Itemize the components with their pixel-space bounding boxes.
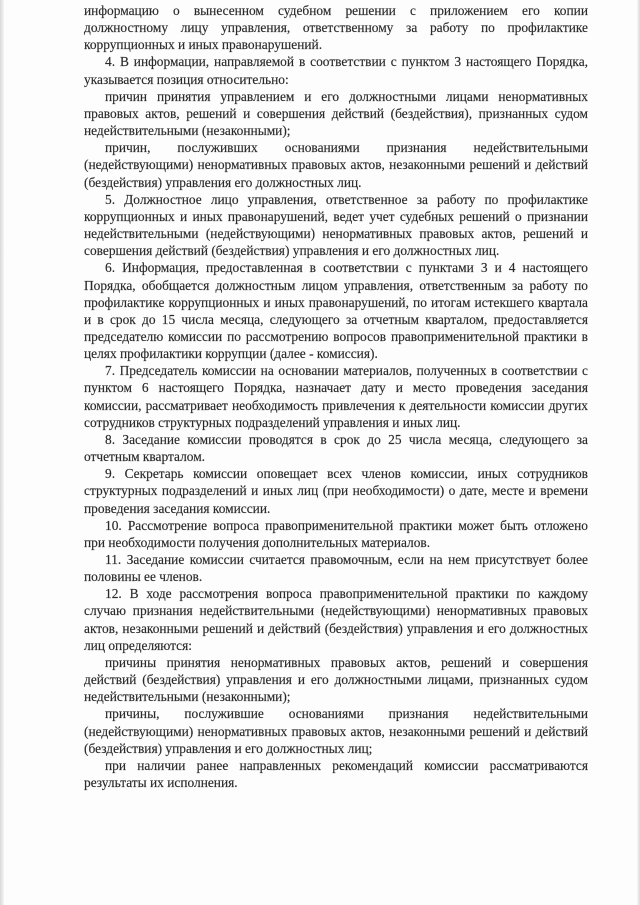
paragraph-item-6: 6. Информация, предоставленная в соответствии с пунктами 3 и 4 настоящего Порядка, обобщается должностным лицом управления, ответственным за работу по профилактике коррупционных и иных правонарушений, по итогам истекшего квартала и в срок до 15 числа месяца, следующего за отчетным кварталом, предоставляется председателю комиссии по рассмотрению вопросов правоприменительной практики в целях профилактики коррупции (далее - комиссия). bbox=[84, 260, 588, 362]
paragraph-item-5: 5. Должностное лицо управления, ответственное за работу по профилактике коррупционных и иных правонарушений, ведет учет судебных решений о признании недействительными (недействующими) ненормативных правовых актов, решений и совершения действий (бездействия) управления и его должностных лиц. bbox=[84, 191, 588, 259]
paragraph-item-10: 10. Рассмотрение вопроса правоприменительной практики может быть отложено при необходимости получения дополнительных материалов. bbox=[84, 517, 588, 550]
paragraph-item-11: 11. Заседание комиссии считается правомочным, если на нем присутствует более половины ее членов. bbox=[84, 552, 588, 585]
paragraph-item-12-cause-1: причины принятия ненормативных правовых актов, решений и совершения действий (бездействия) управления и его должностными лицами, признанных судом недействительными (незаконными); bbox=[84, 654, 588, 705]
paragraph-item-4-reason-2: причин, послуживших основаниями признания недействительными (недействующими) ненормативных правовых актов, незаконными решений и действий (бездействия) управления его должностных лиц. bbox=[84, 140, 588, 190]
paragraph-item-12: 12. В ходе рассмотрения вопроса правоприменительной практики по каждому случаю признания недействительными (недействующими) ненормативных правовых актов, незаконными решений и действий (бездействия) управления и его должностных лиц определяются: bbox=[84, 586, 588, 653]
paragraph-item-12-recommendations: при наличии ранее направленных рекомендаций комиссии рассматриваются результаты их исполнения. bbox=[84, 757, 588, 791]
paragraph-item-4: 4. В информации, направляемой в соответствии с пунктом 3 настоящего Порядка, указывается позиция относительно: bbox=[84, 54, 588, 87]
document-body bbox=[84, 2, 588, 791]
paragraph-item-7: 7. Председатель комиссии на основании материалов, полученных в соответствии с пунктом 6 настоящего Порядка, назначает дату и место проведения заседания комиссии, рассматривает необходимость привлечения к деятельности комиссии других сотрудников структурных подразделений управления и иных лиц. bbox=[84, 363, 588, 430]
paragraph-item-12-cause-2: причины, послужившие основаниями признания недействительными (недействующими) ненормативных правовых актов, незаконными решений и действий (бездействия) управления и его должностных лиц; bbox=[84, 706, 588, 756]
paragraph-continuation: информацию о вынесенном судебном решении с приложением его копии должностному лицу управления, ответственному за работу по профилактике коррупционных и иных правонарушений. bbox=[84, 3, 588, 53]
paragraph-item-8: 8. Заседание комиссии проводятся в срок до 25 числа месяца, следующего за отчетным кварталом. bbox=[84, 431, 588, 465]
scan-edge-left bbox=[0, 0, 4, 905]
paragraph-item-4-reason-1: причин принятия управлением и его должностными лицами ненормативных правовых актов, решений и совершения действий (бездействия), признанных судом недействительными (незаконными); bbox=[84, 88, 588, 139]
paragraph-item-9: 9. Секретарь комиссии оповещает всех членов комиссии, иных сотрудников структурных подразделений и иных лиц (при необходимости) о дате, месте и времени проведения заседания комиссии. bbox=[84, 466, 588, 516]
